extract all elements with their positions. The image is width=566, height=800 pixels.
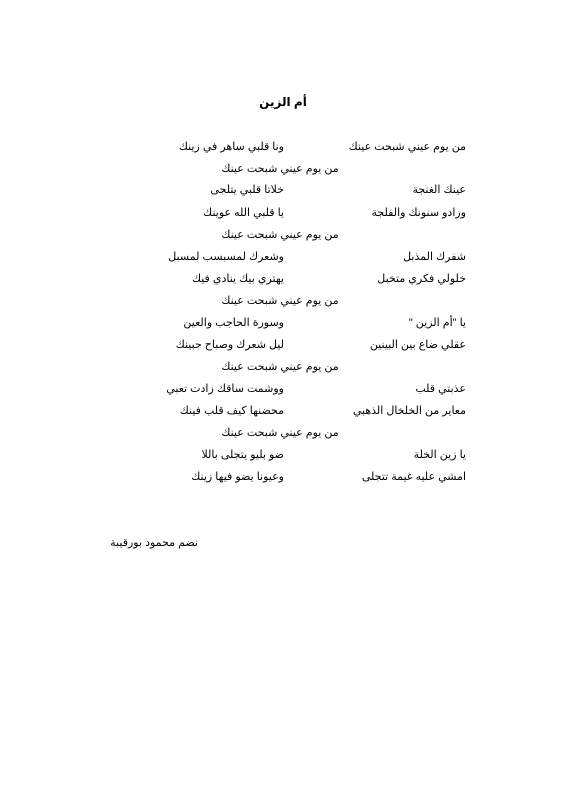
verse-left: ونا قلبي ساهر في زينك (178, 141, 284, 153)
verse-right: يا "أم الزين " (408, 317, 466, 329)
verse-left: ضو بليو يتجلى باللا (201, 449, 284, 461)
verse-left: محضنها كيف قلب فينك (179, 405, 284, 417)
verse-right: عينك الغنجة (412, 184, 466, 196)
verse-right: عذبتي قلب (415, 383, 466, 395)
verse-left: خلاتا قلبي يتلجى (210, 184, 284, 196)
verse-right: يا زين الخلة (413, 449, 466, 461)
verse-right: وزادو سنونك والفلجة (371, 207, 466, 219)
author-signature: نضم محمود بورقيبة (110, 537, 198, 549)
verse-right: شفرك المذبل (403, 251, 466, 263)
verse-left: يا قلبي الله عوينك (203, 207, 284, 219)
verse-left: وشعرك لمسبسب لمسبل (168, 251, 284, 263)
refrain-line: من يوم عيني شبحت عينك (221, 163, 339, 175)
verse-left: ليل شعرك وصباح جبينك (175, 339, 284, 351)
verse-left: وسورة الحاجب والعين (183, 317, 284, 329)
verse-right: عقلي ضاع بين البينين (369, 339, 466, 351)
refrain-line: من يوم عيني شبحت عينك (221, 229, 339, 241)
verse-left: ووشمت ساقك زادت تعبي (166, 383, 284, 395)
verse-left: وعيونا يضو فيها زينك (191, 471, 284, 483)
verse-right: معاير من الخلخال الذهبي (352, 405, 466, 417)
verse-right: امشي عليه غيمة تتجلى (361, 471, 466, 483)
poem-title: أم الزين (259, 95, 307, 109)
refrain-line: من يوم عيني شبحت عينك (221, 295, 339, 307)
refrain-line: من يوم عيني شبحت عينك (221, 427, 339, 439)
refrain-line: من يوم عيني شبحت عينك (221, 361, 339, 373)
verse-left: يهتري بيك ينادي فيك (191, 273, 284, 285)
verse-right: من يوم عيني شبحت عينك (348, 141, 466, 153)
verse-right: خلولي فكري متخبل (377, 273, 466, 285)
